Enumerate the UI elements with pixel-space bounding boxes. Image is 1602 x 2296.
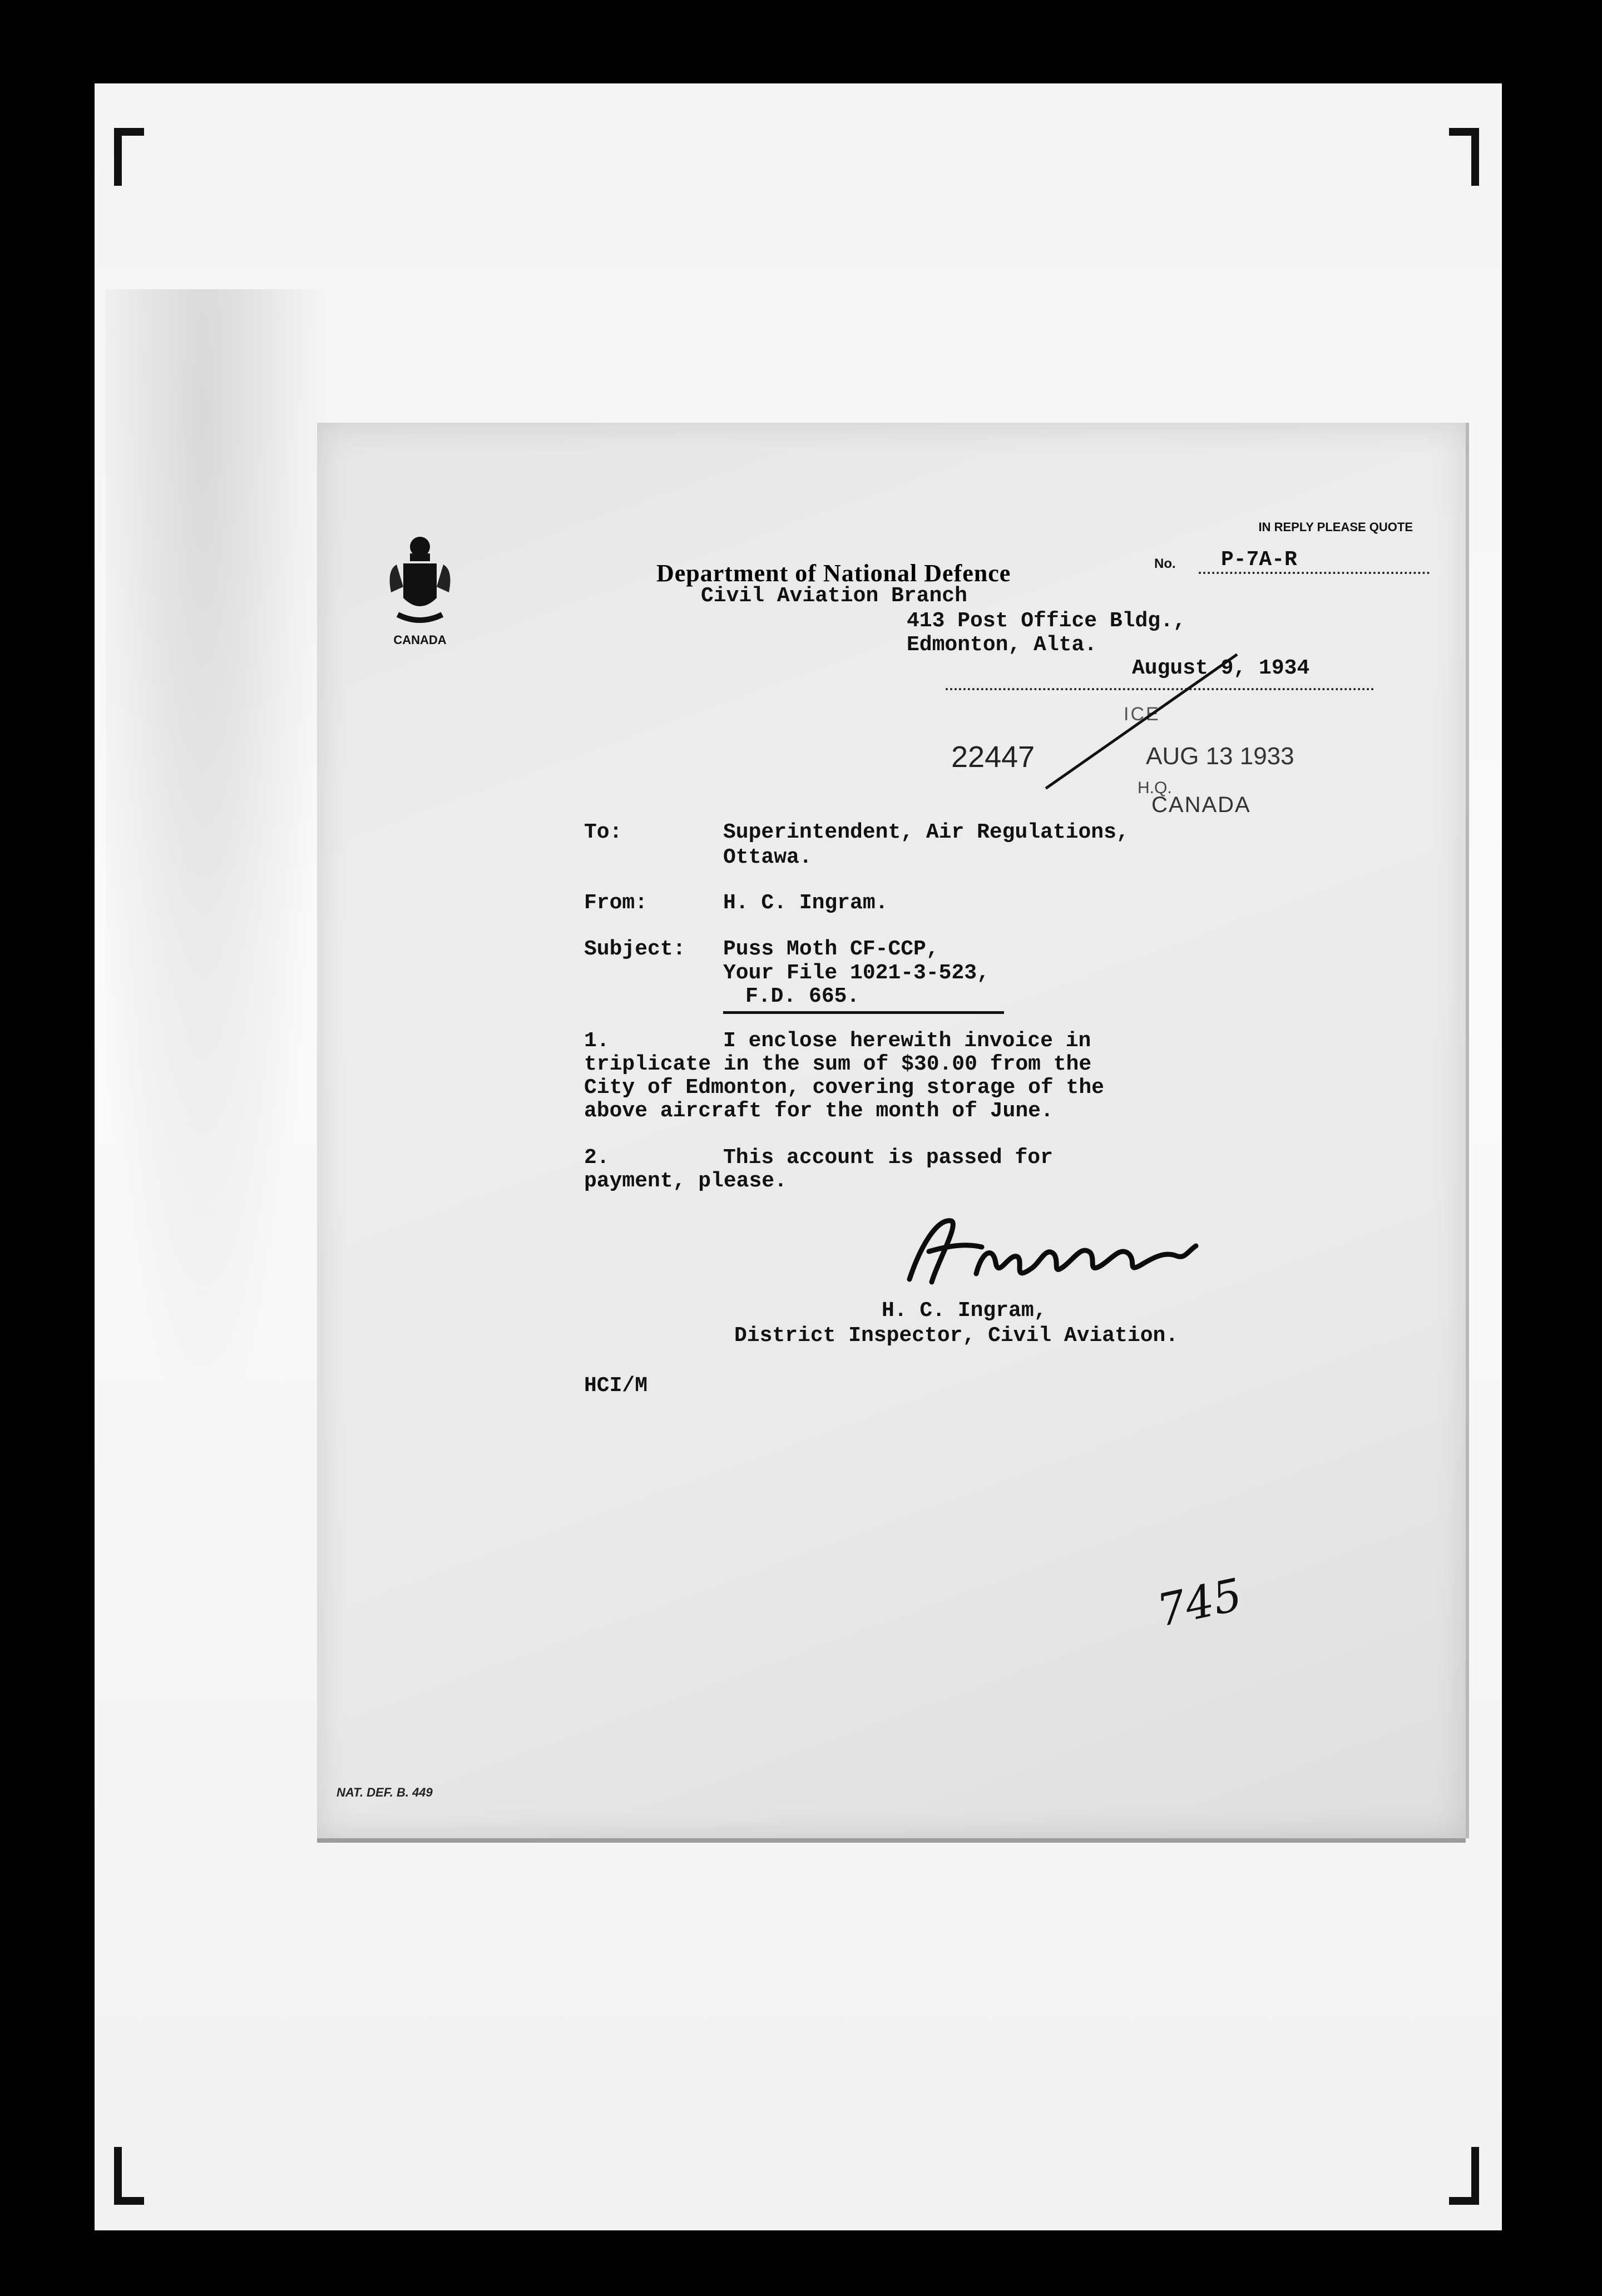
address-line-2: Edmonton, Alta.: [907, 633, 1097, 657]
letter-date: August 9, 1934: [1132, 656, 1310, 680]
paragraph-2-line-2: payment, please.: [584, 1169, 787, 1193]
reply-number-label: No.: [1154, 556, 1176, 571]
to-line-2: Ottawa.: [723, 845, 812, 869]
received-stamp-text: ICE: [1124, 704, 1160, 725]
subject-line-3: F.D. 665.: [745, 984, 860, 1008]
from-label: From:: [584, 891, 648, 915]
received-stamp-hq: H.Q.: [1138, 779, 1172, 797]
received-stamp-country: CANADA: [1151, 793, 1251, 817]
paragraph-2-line-1: This account is passed for: [723, 1146, 1053, 1170]
crop-mark-bottom-left: [114, 2147, 144, 2205]
subject-line-1: Puss Moth CF-CCP,: [723, 937, 939, 961]
handwritten-file-number: 745: [1153, 1568, 1247, 1637]
address-line-1: 413 Post Office Bldg.,: [907, 609, 1186, 633]
paragraph-1-number: 1.: [584, 1029, 610, 1053]
crop-mark-top-left: [114, 128, 144, 186]
received-stamp-date: AUG 13 1933: [1146, 743, 1294, 770]
paragraph-1-line-2: triplicate in the sum of $30.00 from the: [584, 1052, 1092, 1076]
paragraph-1-line-3: City of Edmonton, covering storage of the: [584, 1076, 1104, 1100]
department-heading: Department of National Defence: [656, 560, 1011, 587]
paragraph-2-number: 2.: [584, 1146, 610, 1170]
signatory-name: H. C. Ingram,: [882, 1299, 1047, 1323]
coat-of-arms-icon: [381, 531, 459, 631]
reference-initials: HCI/M: [584, 1374, 648, 1398]
letter-page: [317, 423, 1466, 1838]
crop-mark-bottom-right: [1449, 2147, 1479, 2205]
form-number: NAT. DEF. B. 449: [337, 1785, 433, 1799]
subject-underline: [723, 1011, 1004, 1014]
crest-caption: CANADA: [393, 633, 447, 647]
to-line-1: Superintendent, Air Regulations,: [723, 820, 1129, 844]
branch-name: Civil Aviation Branch: [701, 584, 967, 608]
subject-line-2: Your File 1021-3-523,: [723, 961, 990, 985]
reply-number: P-7A-R: [1199, 548, 1430, 574]
paragraph-1-line-4: above aircraft for the month of June.: [584, 1099, 1054, 1123]
subject-label: Subject:: [584, 937, 686, 961]
reply-quote-label: IN REPLY PLEASE QUOTE: [1258, 520, 1413, 534]
registry-number-stamp: 22447: [951, 740, 1035, 774]
signatory-title: District Inspector, Civil Aviation.: [734, 1324, 1179, 1348]
to-label: To:: [584, 820, 622, 844]
from-value: H. C. Ingram.: [723, 891, 888, 915]
paragraph-1-line-1: I enclose herewith invoice in: [723, 1029, 1091, 1053]
crop-mark-top-right: [1449, 128, 1479, 186]
handwritten-signature: [898, 1213, 1210, 1290]
background-smudge: [106, 289, 350, 1624]
